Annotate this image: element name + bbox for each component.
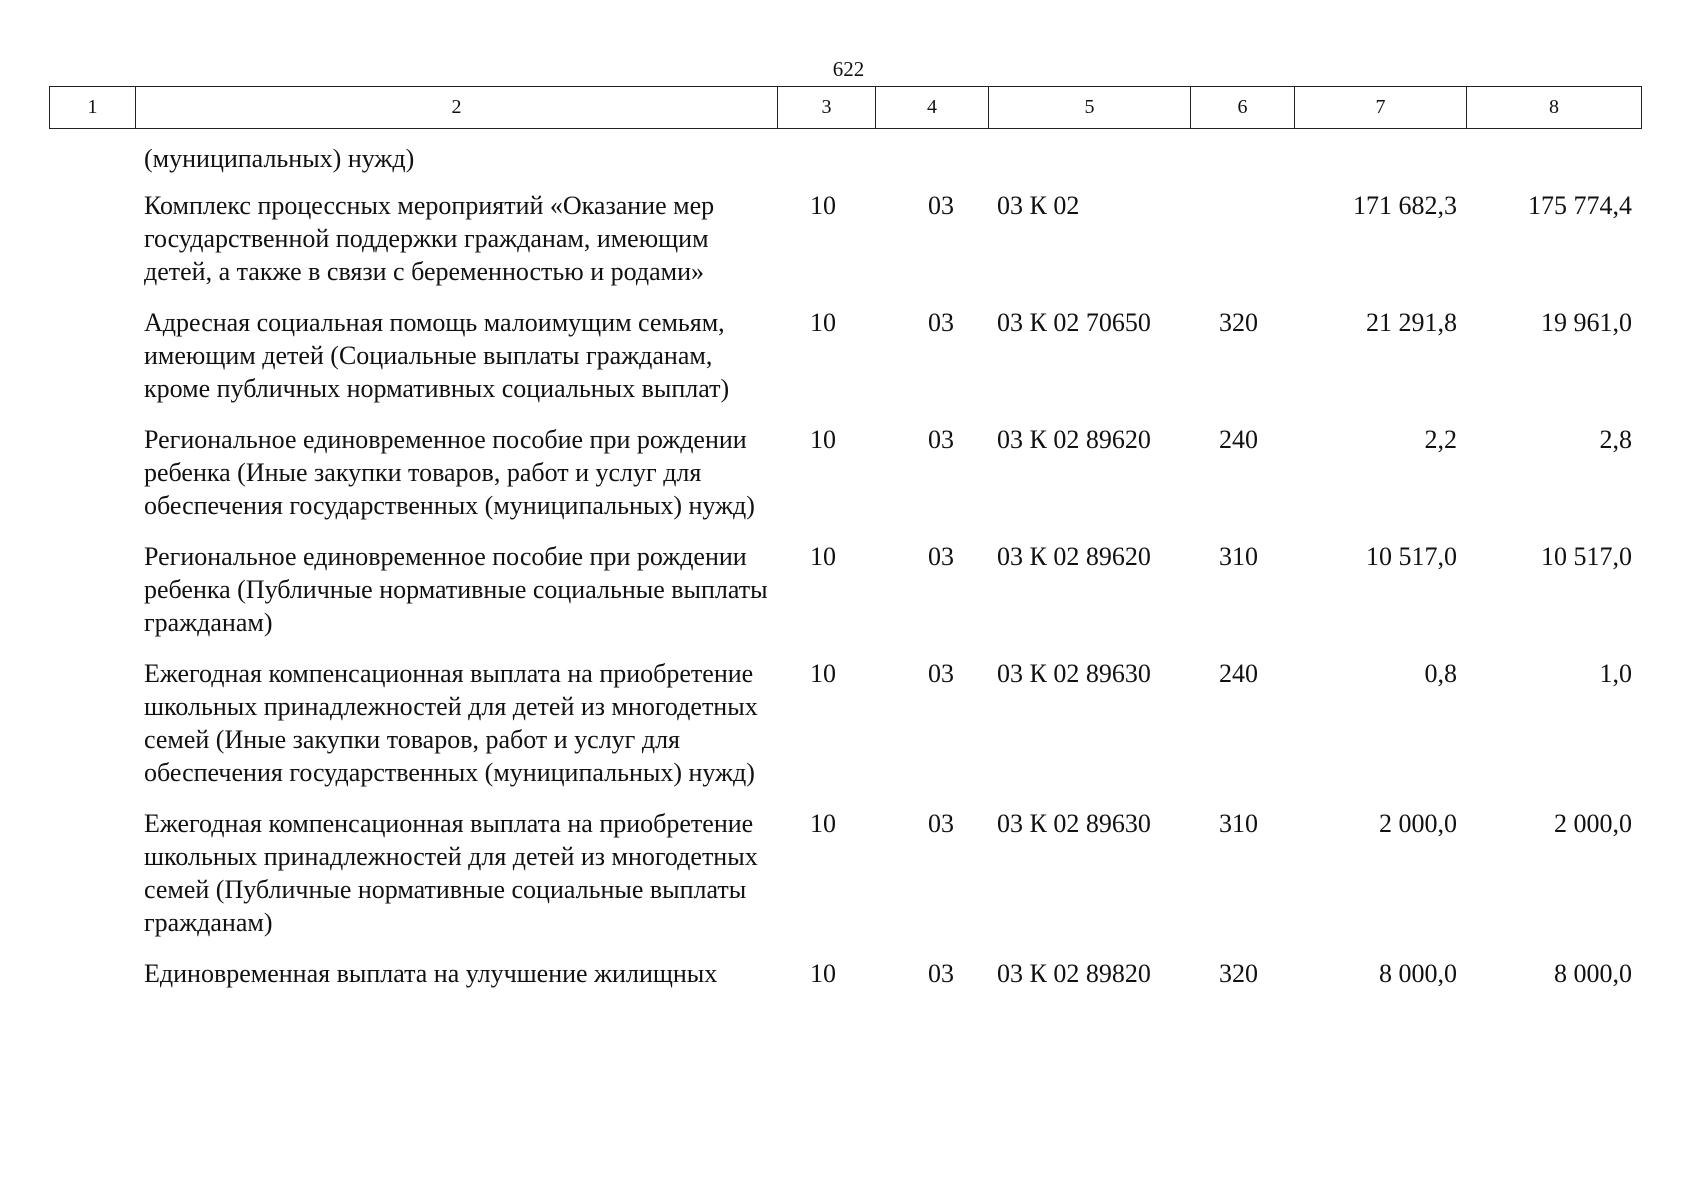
row-expense-type (1190, 142, 1294, 189)
row-target-code: 03 К 02 (997, 191, 1080, 220)
row-amount-year-1: 10 517,0 (1366, 542, 1457, 571)
table-row (49, 657, 1641, 807)
table-row (49, 189, 1641, 306)
row-target-code: 03 К 02 70650 (997, 308, 1151, 337)
row-expense-type: 320 (1219, 308, 1258, 337)
row-name: (муниципальных) нужд) (144, 144, 415, 173)
row-amount-year-2: 1,0 (1599, 659, 1632, 688)
row-section: 10 (810, 308, 836, 337)
row-amount-year-2 (1466, 142, 1641, 189)
row-amount-year-2: 19 961,0 (1541, 308, 1632, 337)
row-section: 10 (810, 659, 836, 688)
row-amount-year-1: 171 682,3 (1353, 191, 1457, 220)
row-target-code: 03 К 02 89630 (997, 659, 1151, 688)
row-section: 10 (810, 959, 836, 988)
row-expense-type: 310 (1219, 809, 1258, 838)
header-col-7: 7 (1295, 87, 1467, 129)
row-subsection: 03 (928, 191, 954, 220)
row-section: 10 (810, 542, 836, 571)
row-section: 10 (810, 425, 836, 454)
row-target-code (988, 142, 1190, 189)
header-col-1: 1 (50, 87, 136, 129)
row-subsection: 03 (928, 308, 954, 337)
row-name: Единовременная выплата на улучшение жилищных (144, 959, 718, 988)
table-row (49, 306, 1641, 423)
row-amount-year-1 (1294, 142, 1466, 189)
table-row (49, 423, 1641, 540)
page-number: 622 (832, 57, 865, 81)
row-amount-year-1: 2,2 (1424, 425, 1457, 454)
budget-table (49, 142, 1641, 1008)
row-name: Комплекс процессных мероприятий «Оказание мер государственной поддержки гражданам, имеющим детей, а также в связи с беременностью и родами» (144, 191, 715, 286)
row-name: Адресная социальная помощь малоимущим семьям, имеющим детей (Социальные выплаты гражданам, кроме публичных нормативных социальных выплат) (144, 308, 730, 403)
row-subsection: 03 (928, 959, 954, 988)
row-amount-year-1: 21 291,8 (1366, 308, 1457, 337)
row-amount-year-1: 0,8 (1424, 659, 1457, 688)
row-subsection (875, 142, 988, 189)
row-section: 10 (810, 191, 836, 220)
row-target-code: 03 К 02 89620 (997, 425, 1151, 454)
row-target-code: 03 К 02 89630 (997, 809, 1151, 838)
row-subsection: 03 (928, 659, 954, 688)
row-section: 10 (810, 809, 836, 838)
row-amount-year-2: 8 000,0 (1554, 959, 1632, 988)
table-row (49, 957, 1641, 1008)
row-amount-year-1: 8 000,0 (1379, 959, 1457, 988)
row-expense-type: 240 (1219, 659, 1258, 688)
row-expense-type (1190, 189, 1294, 306)
row-subsection: 03 (928, 425, 954, 454)
row-amount-year-2: 2 000,0 (1554, 809, 1632, 838)
row-target-code: 03 К 02 89820 (997, 959, 1151, 988)
row-expense-type: 240 (1219, 425, 1258, 454)
row-target-code: 03 К 02 89620 (997, 542, 1151, 571)
header-col-2: 2 (136, 87, 778, 129)
row-amount-year-2: 2,8 (1599, 425, 1632, 454)
row-section (777, 142, 875, 189)
header-col-3: 3 (778, 87, 876, 129)
row-amount-year-1: 2 000,0 (1379, 809, 1457, 838)
row-amount-year-2: 10 517,0 (1541, 542, 1632, 571)
row-name: Ежегодная компенсационная выплата на приобретение школьных принадлежностей для детей из многодетных семей (Иные закупки товаров, работ и услуг для обеспечения государственных (муниципальных) нужд) (144, 659, 758, 787)
row-subsection: 03 (928, 542, 954, 571)
header-col-6: 6 (1191, 87, 1295, 129)
header-col-4: 4 (876, 87, 989, 129)
header-col-8: 8 (1467, 87, 1642, 129)
row-name: Региональное единовременное пособие при рождении ребенка (Иные закупки товаров, работ и услуг для обеспечения государственных (муниципальных) нужд) (144, 425, 755, 520)
table-row (49, 540, 1641, 657)
table-row (49, 142, 1641, 189)
header-row (50, 87, 1642, 129)
header-col-5: 5 (989, 87, 1191, 129)
row-subsection: 03 (928, 809, 954, 838)
row-amount-year-2: 175 774,4 (1528, 191, 1632, 220)
row-name: Ежегодная компенсационная выплата на приобретение школьных принадлежностей для детей из многодетных семей (Публичные нормативные социальные выплаты гражданам) (144, 809, 758, 937)
row-name: Региональное единовременное пособие при рождении ребенка (Публичные нормативные социальные выплаты гражданам) (144, 542, 768, 637)
table-row (49, 807, 1641, 957)
row-expense-type: 320 (1219, 959, 1258, 988)
row-expense-type: 310 (1219, 542, 1258, 571)
column-number-header (49, 86, 1642, 129)
